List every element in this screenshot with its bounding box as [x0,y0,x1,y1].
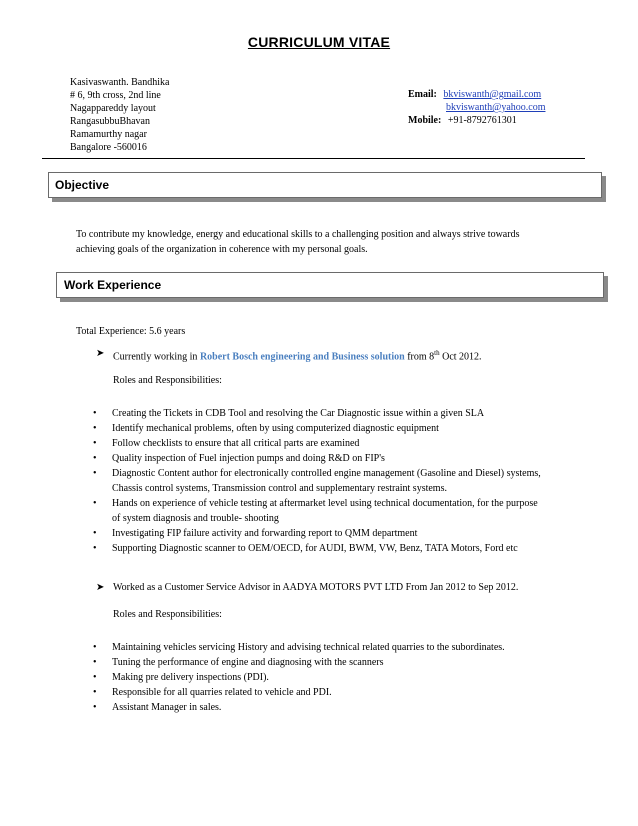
work-experience-heading: Work Experience [64,278,162,292]
job-2-responsibilities [90,640,590,715]
bullet-icon: • [93,438,97,449]
list-item: • Supporting Diagnostic scanner to OEM/OECD, for AUDI, BWM, VW, Benz, TATA Motors, Ford etc [93,543,518,554]
mobile-number: +91-8792761301 [447,115,517,126]
list-item: • Quality inspection of Fuel injection pumps and doing R&D on FIP's [93,453,385,464]
list-item: • Assistant Manager in sales. [93,702,222,713]
job-1-roles-label: Roles and Responsibilities: [113,375,222,386]
bullet-icon: • [93,408,97,419]
list-item: • Responsible for all quarries related to vehicle and PDI. [93,687,332,698]
job-2-line [96,580,593,595]
bullet-icon: • [93,468,97,479]
job-1-date-pre: from 8 [404,351,435,363]
page-title: CURRICULUM VITAE [247,34,391,50]
list-item: • Creating the Tickets in CDB Tool and resolving the Car Diagnostic issue within a given SLA [93,408,485,419]
bullet-icon: • [93,453,97,464]
job-1-responsibilities [90,406,590,556]
list-item: • Making pre delivery inspections (PDI). [93,672,269,683]
list-item: • Follow checklists to ensure that all critical parts are examined [93,438,360,449]
email-row [408,89,541,100]
objective-heading: Objective [55,178,110,192]
header-divider [42,158,585,159]
total-experience: Total Experience: 5.6 years [76,326,186,337]
objective-section-box [48,172,602,198]
list-item: • Identify mechanical problems, often by using computerized diagnostic equipment [93,423,439,434]
work-experience-section-box [56,272,604,298]
list-item: • Diagnostic Content author for electronically controlled engine management (Gasoline and Diesel) systems, [93,468,541,479]
job-2-roles-label: Roles and Responsibilities: [113,609,222,620]
email-row-secondary [446,102,545,113]
arrow-bullet-icon: ➤ [96,348,105,359]
bullet-icon: • [93,657,97,668]
job-1-company: Robert Bosch engineering and Business solution [199,351,405,363]
address-line: RangasubbuBhavan [70,116,150,127]
job-1-date-post: Oct 2012. [439,351,482,363]
bullet-icon: • [93,702,97,713]
mobile-row [408,115,517,126]
objective-text: achieving goals of the organization in coherence with my personal goals. [76,244,368,255]
arrow-bullet-icon: ➤ [96,582,105,593]
address-line: Nagappareddy layout [70,103,156,114]
email-link-primary[interactable]: bkviswanth@gmail.com [443,89,542,100]
address-line: Bangalore -560016 [70,142,147,153]
bullet-icon: • [93,528,97,539]
list-item: • Investigating FIP failure activity and forwarding report to QMM department [93,528,418,539]
list-item: • Hands on experience of vehicle testing at aftermarket level using technical documentation, for the purpose [93,498,538,509]
address-line: Ramamurthy nagar [70,129,147,140]
bullet-icon: • [93,672,97,683]
bullet-icon: • [93,498,97,509]
address-line: Kasivaswanth. Bandhika [70,77,170,88]
email-label: Email: [408,89,437,100]
list-item-continuation: Chassis control systems, Transmission control and supplementary restraint systems. [112,483,447,494]
bullet-icon: • [93,423,97,434]
list-item: • Tuning the performance of engine and diagnosing with the scanners [93,657,384,668]
job-1-date-sup: th [434,349,440,357]
job-2-text: Worked as a Customer Service Advisor in AADYA MOTORS PVT LTD From Jan 2012 to Sep 2012. [113,582,519,593]
bullet-icon: • [93,687,97,698]
list-item: • Maintaining vehicles servicing History and advising technical related quarries to the subordinates. [93,642,505,653]
mobile-label: Mobile: [408,115,442,126]
address-line: # 6, 9th cross, 2nd line [70,90,161,101]
list-item-continuation: of system diagnosis and trouble- shooting [112,513,279,524]
objective-text: To contribute my knowledge, energy and educational skills to a challenging position and always strive towards [76,229,520,240]
bullet-icon: • [93,543,97,554]
bullet-icon: • [93,642,97,653]
email-link-secondary[interactable]: bkviswanth@yahoo.com [446,102,546,113]
job-1-prefix: Currently working in [113,351,200,363]
job-1-line [96,346,593,364]
